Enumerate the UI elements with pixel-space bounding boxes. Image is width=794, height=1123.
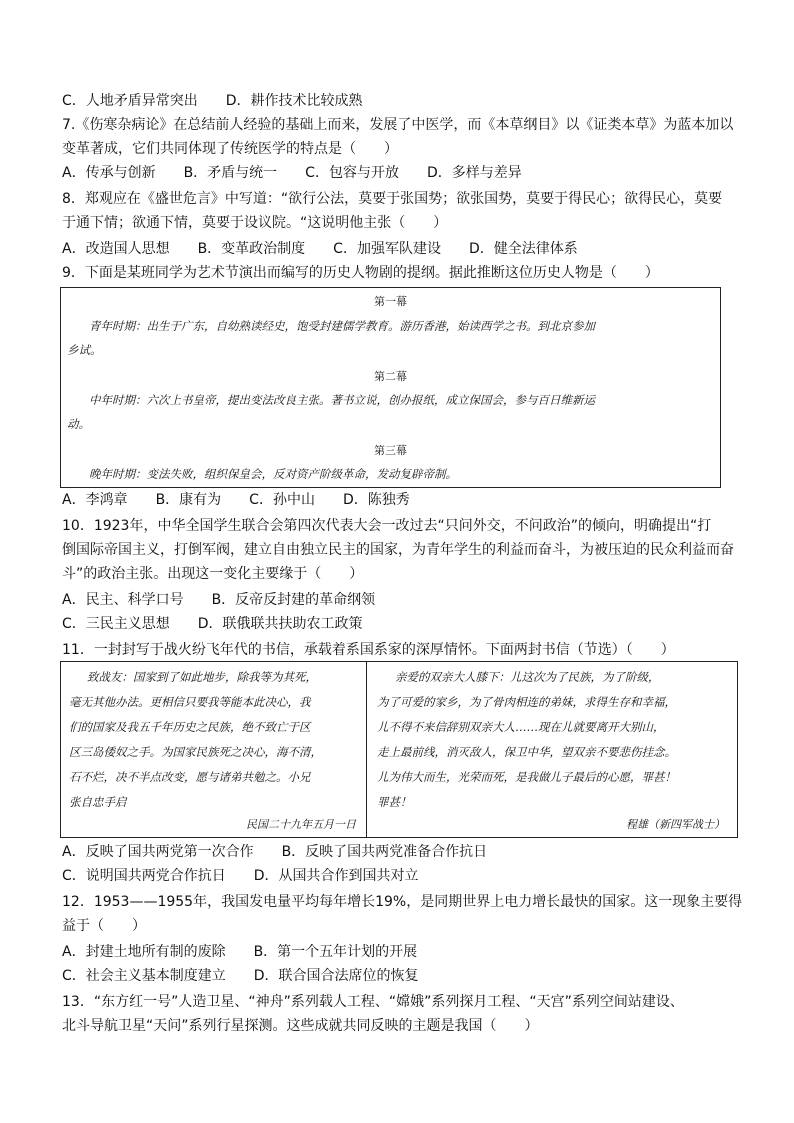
act2-line1: 中年时期：六次上书皇帝，提出变法改良主张。著书立说，创办报纸，成立保国会，参与百日维新运 (89, 393, 595, 407)
letter-right-signature: 程雄（新四军战士） (626, 818, 725, 831)
act1-line2: 乡试。 (67, 343, 102, 357)
q9-outline-box (60, 287, 721, 488)
q11-options-ab: A．反映了国共两党第一次合作 B．反映了国共两党准备合作抗日 (62, 844, 488, 860)
letter-left-body (69, 665, 363, 815)
q12-stem: 12．1953——1955年，我国发电量平均每年增长19%，是同期世界上电力增长最快的国家。这一现象主要得 (62, 894, 743, 910)
q7-stem-cont: 变革著成，它们共同体现了传统医学的特点是（ ） (62, 141, 398, 157)
q11-options-cd: C．说明国共两党合作抗日 D．从国共合作到国共对立 (62, 868, 419, 884)
q6-options-cd: C．人地矛盾异常突出 D．耕作技术比较成熟 (62, 93, 363, 109)
q8-stem: 8．郑观应在《盛世危言》中写道：“欲行公法，莫要于张国势；欲张国势，莫要于得民心；欲得民心，莫要 (62, 191, 723, 207)
q10-stem-cont2: 斗”的政治主张。出现这一变化主要缘于（ ） (62, 566, 364, 582)
q12-options-ab: A．封建土地所有制的废除 B．第一个五年计划的开展 (62, 944, 418, 960)
letter-right-line: 儿不得不来信辞别双亲大人……现在儿就要离开大别山， (377, 720, 665, 734)
q7-options: A．传承与创新 B．矛盾与统一 C．包容与开放 D．多样与差异 (62, 165, 522, 181)
q13-stem: 13．“东方红一号”人造卫星、“神舟”系列载人工程、“嫦娥”系列探月工程、“天宫”系列空间站建设、 (62, 994, 684, 1010)
letter-right (367, 662, 737, 837)
act2-title: 第二幕 (374, 370, 407, 383)
letter-right-body (377, 665, 733, 815)
act2-text (67, 388, 714, 436)
act1-line1: 青年时期：出生于广东，自幼熟读经史，饱受封建儒学教育。游历香港，始读西学之书。到北京参加 (89, 319, 595, 333)
q10-options-cd: C．三民主义思想 D．联俄联共扶助农工政策 (62, 616, 363, 632)
q10-stem-cont: 倒国际帝国主义，打倒军阀，建立自由独立民主的国家，为青年学生的利益而奋斗，为被压迫的民众利益而奋 (62, 542, 734, 558)
q10-stem: 10．1923年，中华全国学生联合会第四次代表大会一改过去“只问外交，不问政治”的倾向，明确提出“打 (62, 518, 712, 534)
act3-text (67, 462, 714, 486)
q8-stem-cont: 于通下情；欲通下情，莫要于设议院。“这说明他主张（ ） (62, 215, 448, 231)
q11-stem: 11．一封封写于战火纷飞年代的书信，承载着系国系家的深厚情怀。下面两封书信（节选）（ ） (62, 642, 675, 658)
letter-right-line: 亲爱的双亲大人膝下：儿这次为了民族，为了阶级， (395, 670, 660, 684)
letter-left-date: 民国二十九年五月一日 (246, 818, 356, 831)
letter-left-line: 张自忠手启 (69, 795, 127, 809)
q7-stem: 7.《伤寒杂病论》在总结前人经验的基础上而来，发展了中医学，而《本草纲目》以《证类本草》为蓝本加以 (62, 117, 734, 133)
letter-right-line: 为了可爱的家乡，为了骨肉相连的弟妹，求得生存和幸福， (377, 695, 676, 709)
letter-right-line: 走上最前线，消灭敌人，保卫中华，望双亲不要悲伤挂念。 (377, 745, 676, 759)
q12-options-cd: C．社会主义基本制度建立 D．联合国合法席位的恢复 (62, 968, 419, 984)
q11-letters-box (60, 661, 738, 838)
letter-left-line: 区三岛倭奴之手。为国家民族死之决心，海不清， (69, 745, 322, 759)
q12-stem-cont: 益于（ ） (62, 918, 146, 934)
letter-left-line: 毫无其他办法。更相信只要我等能本此决心，我 (69, 695, 311, 709)
letter-left-line: 石不烂，决不半点改变，愿与诸弟共勉之。小兄 (69, 770, 311, 784)
act1-title: 第一幕 (374, 295, 407, 308)
q9-stem: 9．下面是某班同学为艺术节演出而编写的历史人物剧的提纲。据此推断这位历史人物是（ ） (62, 265, 659, 281)
q9-options: A．李鸿章 B．康有为 C．孙中山 D．陈独秀 (62, 492, 410, 508)
letter-right-line: 罪甚！ (377, 795, 412, 809)
act3-title: 第三幕 (374, 444, 407, 457)
letter-left-line: 们的国家及我五千年历史之民族，绝不致亡于区 (69, 720, 311, 734)
q10-options-ab: A．民主、科学口号 B．反帝反封建的革命纲领 (62, 592, 376, 608)
letter-right-line: 儿为伟大而生，光荣而死，是我做儿子最后的心愿，罪甚！ (377, 770, 676, 784)
letter-left-line: 致战友：国家到了如此地步，除我等为其死， (87, 670, 317, 684)
q8-options: A．改造国人思想 B．变革政治制度 C．加强军队建设 D．健全法律体系 (62, 241, 578, 257)
act2-line2: 动。 (67, 417, 90, 431)
act1-text (67, 314, 714, 362)
act3-line1: 晚年时期：变法失败，组织保皇会，反对资产阶级革命，发动复辟帝制。 (89, 467, 457, 481)
q13-stem-cont: 北斗导航卫星“天问”系列行星探测。这些成就共同反映的主题是我国（ ） (62, 1018, 539, 1034)
letter-left (61, 662, 367, 837)
